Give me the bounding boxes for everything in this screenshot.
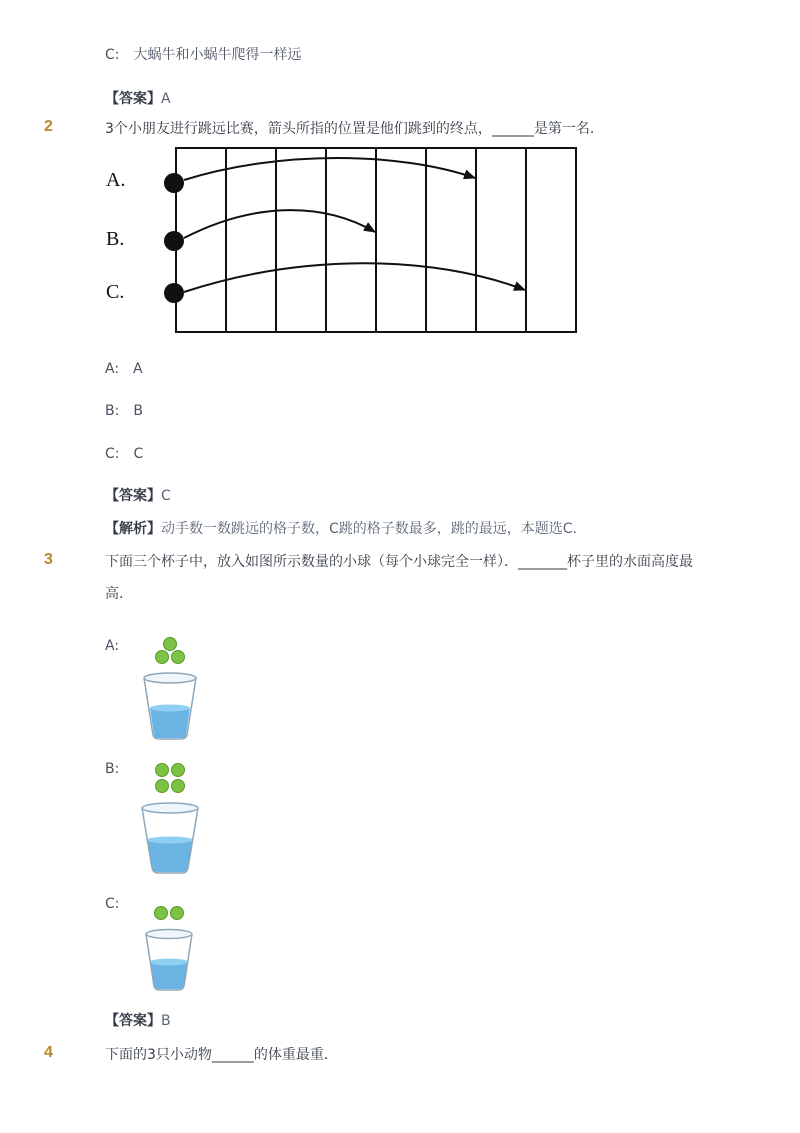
- answer-label: 【答案】: [105, 1013, 161, 1029]
- question-2-analysis: [105, 519, 577, 539]
- row-label-b: B.: [106, 228, 125, 250]
- question-number-4: 4: [44, 1044, 53, 1061]
- question-3-option-a-label[interactable]: A:: [105, 638, 120, 654]
- answer-value: B: [161, 1013, 171, 1029]
- ball-icon: [156, 651, 169, 664]
- balls-c: [155, 907, 184, 920]
- grid-lines: [226, 148, 526, 332]
- cup-c-icon: [146, 930, 192, 991]
- question-number-2: 2: [44, 118, 53, 135]
- cup-c-figure[interactable]: [138, 900, 202, 996]
- ball-icon: [164, 638, 177, 651]
- cup-b-icon: [142, 803, 198, 873]
- question-number-3: 3: [44, 551, 53, 568]
- question-2-text: 3个小朋友进行跳远比赛，箭头所指的位置是他们跳到的终点，______是第一名.: [105, 121, 595, 137]
- question-4-text: 下面的3只小动物______的体重最重.: [105, 1047, 329, 1063]
- analysis-label: 【解析】: [105, 521, 161, 537]
- answer-label: 【答案】: [105, 488, 161, 504]
- ball-icon: [172, 780, 185, 793]
- question-2-option-b[interactable]: B: B: [105, 403, 143, 419]
- question-3-text-line-2: 高.: [105, 586, 124, 602]
- question-2-answer: [105, 486, 171, 506]
- jump-arrow-c: [184, 263, 525, 292]
- prev-answer: [105, 89, 171, 109]
- ball-icon: [156, 780, 169, 793]
- analysis-text: 动手数一数跳远的格子数，C跳的格子数最多，跳的最远，本题选C.: [161, 521, 577, 537]
- start-dot-b: [164, 231, 184, 251]
- prev-option-c: C: 大蜗牛和小蜗牛爬得一样远: [105, 47, 302, 63]
- ball-icon: [156, 764, 169, 777]
- question-3-option-b-label[interactable]: B:: [105, 761, 120, 777]
- long-jump-figure: [100, 142, 590, 338]
- ball-icon: [172, 651, 185, 664]
- question-3-option-c-label[interactable]: C:: [105, 896, 120, 912]
- question-3-text-line-1: 下面三个杯子中，放入如图所示数量的小球（每个小球完全一样）．_______杯子里的水面高度最: [105, 554, 693, 570]
- ball-icon: [155, 907, 168, 920]
- ball-icon: [171, 907, 184, 920]
- jump-arrow-a: [184, 158, 475, 180]
- answer-value: A: [161, 91, 171, 107]
- start-dot-c: [164, 283, 184, 303]
- row-label-a: A.: [106, 169, 126, 191]
- balls-b: [156, 764, 185, 793]
- cup-b-figure[interactable]: [138, 756, 202, 878]
- question-3-answer: [105, 1011, 171, 1031]
- row-label-c: C.: [106, 281, 125, 303]
- ball-icon: [172, 764, 185, 777]
- jump-arrow-b: [184, 210, 375, 238]
- start-dot-a: [164, 173, 184, 193]
- answer-value: C: [161, 488, 171, 504]
- answer-label: 【答案】: [105, 91, 161, 107]
- cup-a-icon: [144, 673, 196, 739]
- cup-a-figure[interactable]: [138, 632, 202, 744]
- question-2-option-a[interactable]: A: A: [105, 361, 143, 377]
- question-2-option-c[interactable]: C: C: [105, 446, 144, 462]
- balls-a: [156, 638, 185, 664]
